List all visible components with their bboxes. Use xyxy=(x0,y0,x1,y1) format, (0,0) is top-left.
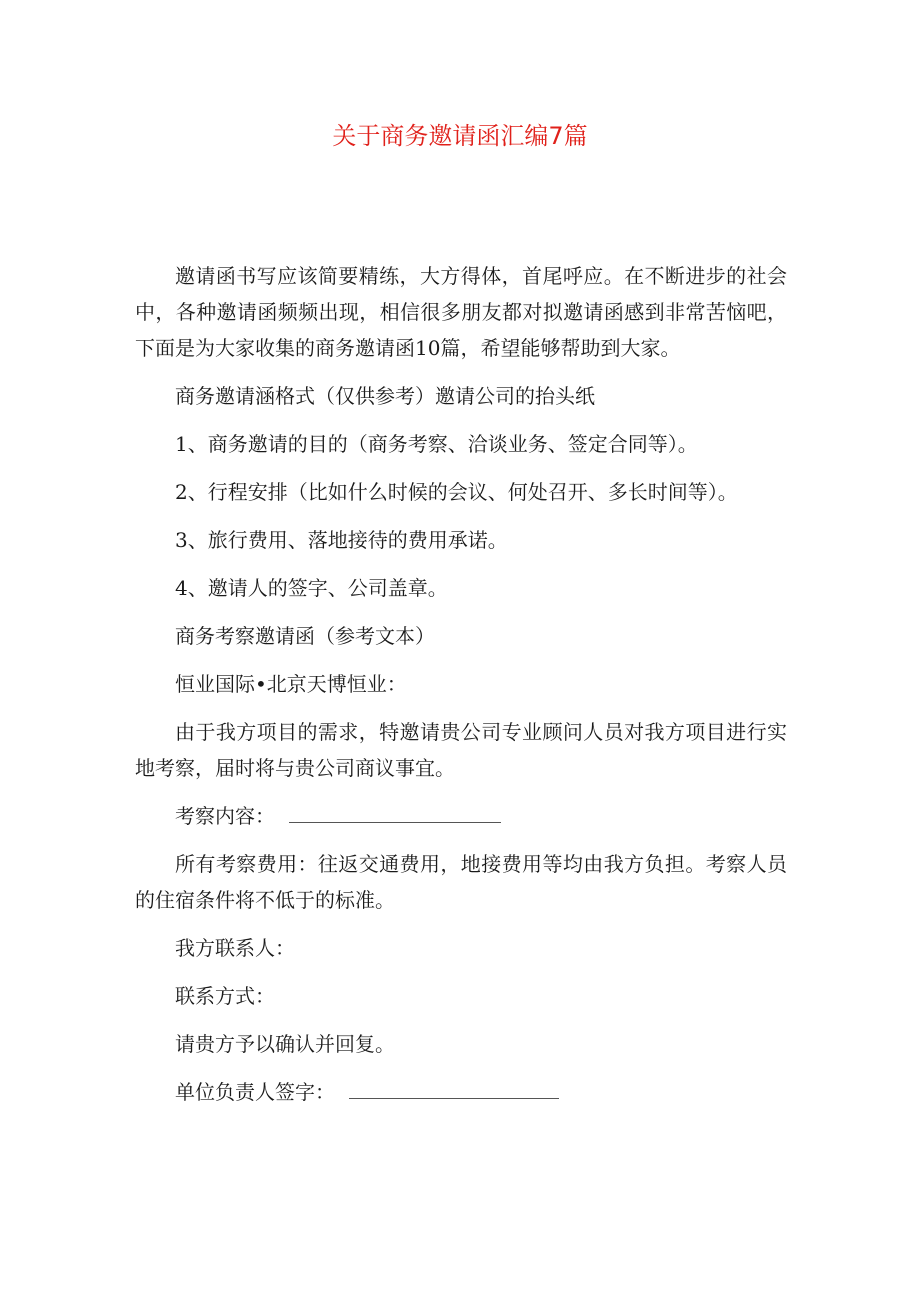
intro-paragraph: 邀请函书写应该简要精练，大方得体，首尾呼应。在不断进步的社会中，各种邀请函频频出现，相信很多朋友都对拟邀请函感到非常苦恼吧，下面是为大家收集的商务邀请函10篇，希望能够帮助到大家。 xyxy=(135,264,787,360)
contact-method-label: 联系方式： xyxy=(175,984,275,1008)
addressee: 恒业国际•北京天博恒业： xyxy=(175,672,407,696)
invitation-paragraph: 由于我方项目的需求，特邀请贵公司专业顾问人员对我方项目进行实地考察，届时将与贵公司商议事宜。 xyxy=(135,720,787,780)
signature-line xyxy=(135,1074,787,1110)
signature-label: 单位负责人签字： xyxy=(175,1080,335,1104)
list-item-itinerary: 2、行程安排（比如什么时候的会议、何处召开、多长时间等）。 xyxy=(175,480,738,504)
format-heading: 商务邀请涵格式（仅供参考）邀请公司的抬头纸 xyxy=(175,384,595,408)
document-body xyxy=(135,258,787,1122)
document-title: 关于商务邀请函汇编7篇 xyxy=(332,122,588,150)
sample-heading: 商务考察邀请函（参考文本） xyxy=(175,624,435,648)
expenses-paragraph: 所有考察费用：往返交通费用，地接费用等均由我方负担。考察人员的住宿条件将不低于的标准。 xyxy=(135,852,787,912)
contact-person-label: 我方联系人： xyxy=(175,936,295,960)
signature-blank xyxy=(349,1078,559,1099)
list-item-expenses: 3、旅行费用、落地接待的费用承诺。 xyxy=(175,528,508,552)
confirm-request: 请贵方予以确认并回复。 xyxy=(175,1032,395,1056)
inspection-content-label: 考察内容： xyxy=(175,804,275,828)
list-item-signature: 4、邀请人的签字、公司盖章。 xyxy=(175,576,448,600)
inspection-content-line xyxy=(135,798,787,834)
inspection-content-blank xyxy=(289,802,501,823)
list-item-purpose: 1、商务邀请的目的（商务考察、洽谈业务、签定合同等）。 xyxy=(175,432,698,456)
